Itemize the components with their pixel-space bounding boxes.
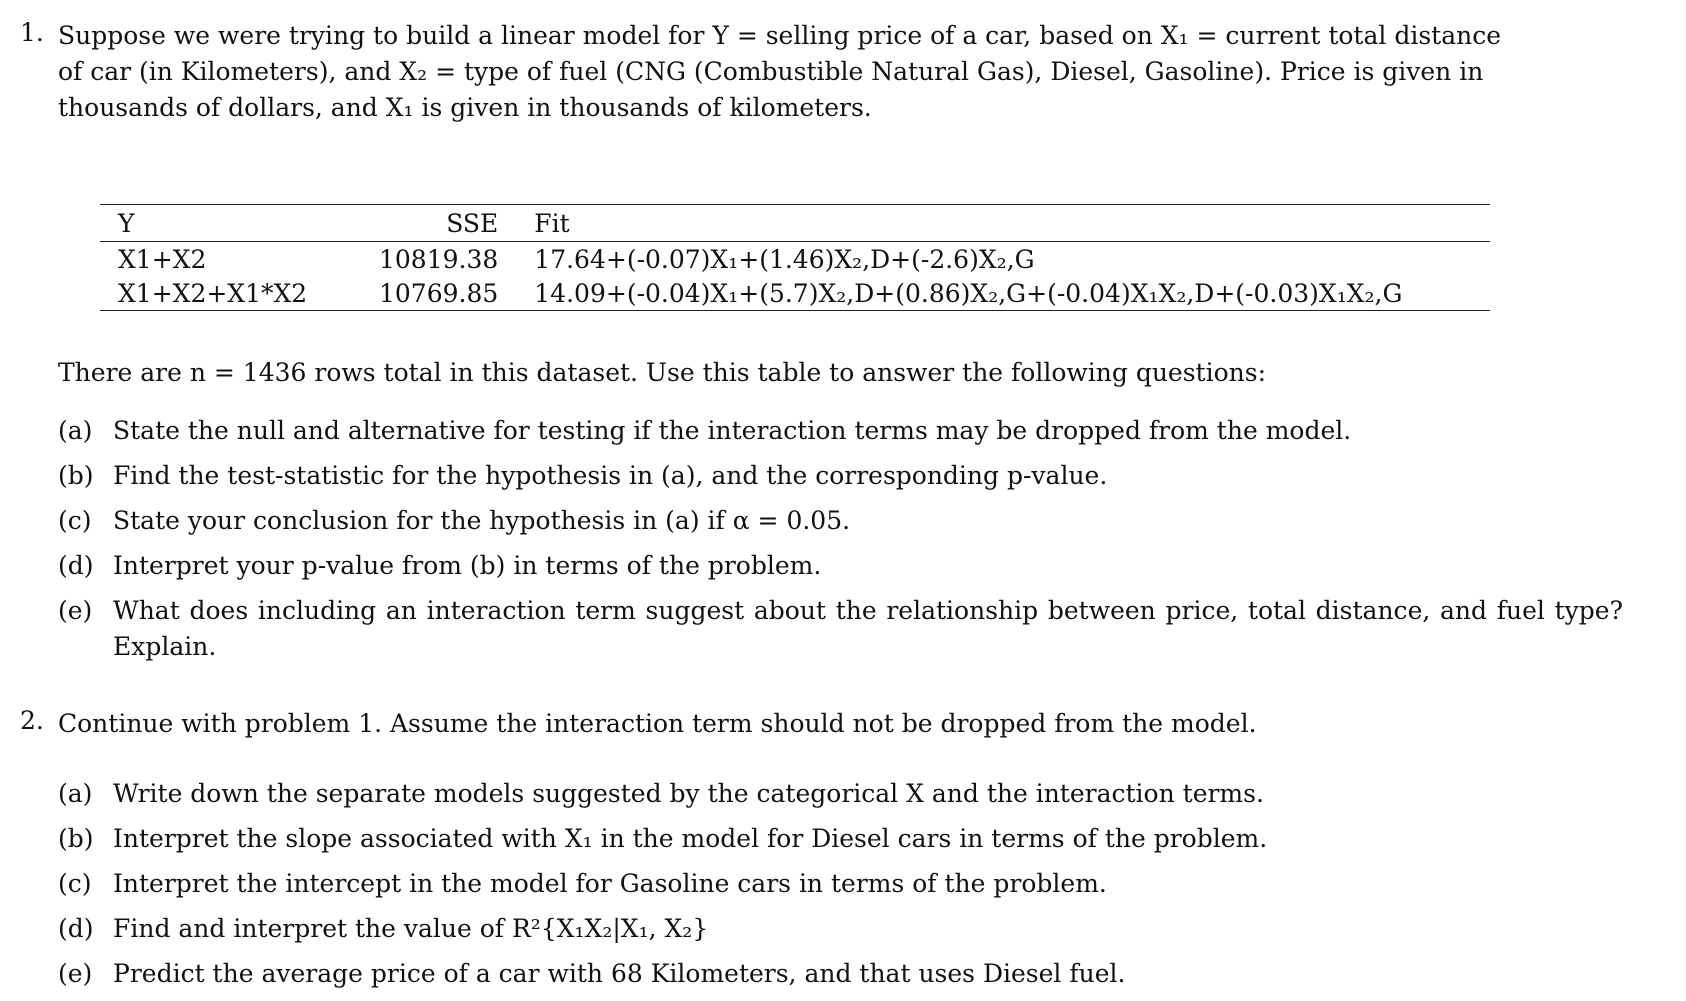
problem-number: 2. (20, 706, 44, 735)
item-text: Interpret your p-value from (b) in terms of the problem. (113, 551, 822, 580)
item-label: (d) (58, 914, 94, 943)
item-label: (b) (58, 461, 94, 490)
list-item (58, 548, 1623, 584)
column-header-y: Y (118, 208, 135, 238)
item-text: Interpret the intercept in the model for Gasoline cars in terms of the problem. (113, 869, 1107, 898)
item-label: (e) (58, 596, 93, 625)
item-text: What does including an interaction term suggest about the relationship between price, total distance, and fuel type? Explain. (113, 596, 1623, 661)
question-list (58, 413, 1623, 674)
table-row (100, 242, 1490, 277)
statement-line: Suppose we were trying to build a linear model for Y = selling price of a car, based on X₁ = current total distance (58, 21, 1501, 50)
question-list (58, 776, 1623, 1001)
list-item (58, 593, 1623, 665)
list-item (58, 821, 1623, 857)
model-comparison-table (100, 204, 1490, 311)
list-item (58, 503, 1623, 539)
fit-cell: 17.64+(-0.07)X₁+(1.46)X₂,D+(-2.6)X₂,G (534, 244, 1035, 274)
sse-cell: 10819.38 (379, 244, 499, 274)
list-item (58, 956, 1623, 992)
item-label: (a) (58, 779, 93, 808)
problem-1 (0, 18, 1686, 661)
table-row (100, 276, 1490, 311)
column-header-fit: Fit (534, 208, 570, 238)
model-cell: X1+X2 (118, 244, 207, 274)
problem-2 (0, 706, 1686, 988)
problem-number: 1. (20, 18, 44, 47)
item-text: Find the test-statistic for the hypothesis in (a), and the corresponding p-value. (113, 461, 1108, 490)
model-cell: X1+X2+X1*X2 (118, 278, 308, 308)
list-item (58, 911, 1623, 947)
column-header-sse: SSE (446, 208, 499, 238)
instructions-text: There are n = 1436 rows total in this dataset. Use this table to answer the following questions: (58, 358, 1267, 387)
item-text: Predict the average price of a car with 68 Kilometers, and that uses Diesel fuel. (113, 959, 1126, 988)
item-text: State your conclusion for the hypothesis in (a) if α = 0.05. (113, 506, 851, 535)
problem-statement (58, 18, 1623, 126)
fit-cell: 14.09+(-0.04)X₁+(5.7)X₂,D+(0.86)X₂,G+(-0.04)X₁X₂,D+(-0.03)X₁X₂,G (534, 278, 1403, 308)
statement-line: of car (in Kilometers), and X₂ = type of fuel (CNG (Combustible Natural Gas), Diesel, Gasoline). Price is given in (58, 57, 1484, 86)
item-text: State the null and alternative for testing if the interaction terms may be dropped from the model. (113, 416, 1352, 445)
list-item (58, 458, 1623, 494)
problem-statement: Continue with problem 1. Assume the interaction term should not be dropped from the model. (58, 709, 1257, 738)
item-label: (a) (58, 416, 93, 445)
item-label: (d) (58, 551, 94, 580)
table-header-row (100, 205, 1490, 242)
statement-line: thousands of dollars, and X₁ is given in thousands of kilometers. (58, 93, 872, 122)
item-label: (b) (58, 824, 94, 853)
item-text: Find and interpret the value of R²{X₁X₂|X₁, X₂} (113, 914, 709, 943)
item-label: (c) (58, 506, 92, 535)
item-text: Write down the separate models suggested by the categorical X and the interaction terms. (113, 779, 1264, 808)
list-item (58, 413, 1623, 449)
item-label: (e) (58, 959, 93, 988)
sse-cell: 10769.85 (379, 278, 499, 308)
item-text: Interpret the slope associated with X₁ in the model for Diesel cars in terms of the problem. (113, 824, 1268, 853)
list-item (58, 866, 1623, 902)
list-item (58, 776, 1623, 812)
item-label: (c) (58, 869, 92, 898)
